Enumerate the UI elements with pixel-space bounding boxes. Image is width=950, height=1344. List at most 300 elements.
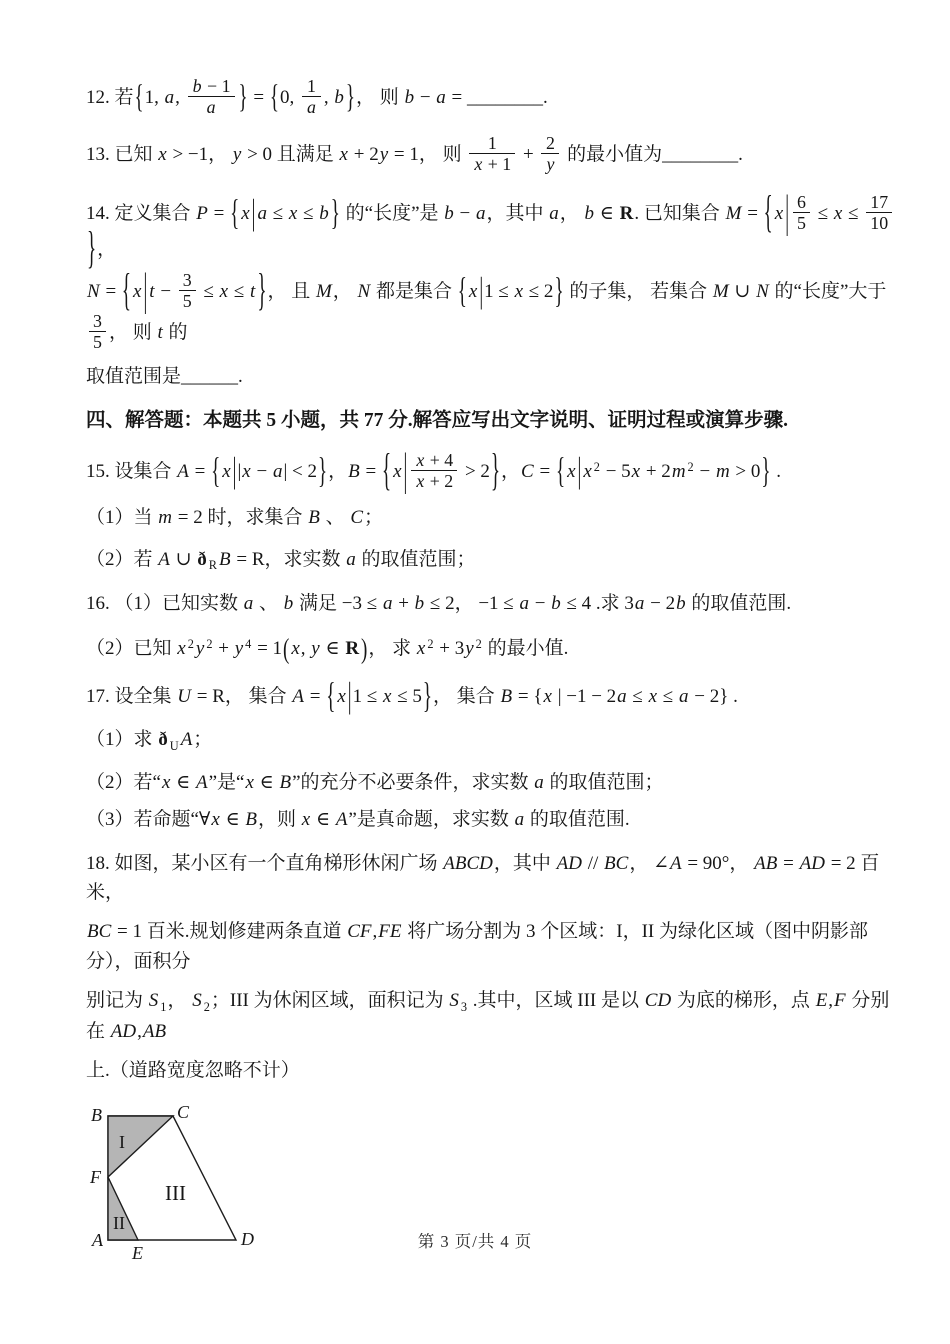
- fraction-denominator: [866, 213, 892, 233]
- math-superscript: [593, 460, 601, 474]
- text-run: = ________.: [446, 86, 548, 108]
- math-variable: y: [465, 638, 474, 660]
- math-variable: M: [712, 281, 729, 303]
- label-point-b: B: [91, 1104, 102, 1125]
- question-15-part-2: [86, 545, 898, 575]
- text-run: 四、解答题：本题共 5 小题，共 77 分.解答应写出文字说明、证明过程或演算步骤.: [86, 409, 789, 431]
- text-run: ≤: [627, 685, 648, 707]
- math-variable: A: [158, 548, 170, 570]
- text-run: 2: [187, 637, 194, 652]
- text-run: + 2: [641, 460, 671, 482]
- text-run: ∈: [320, 638, 345, 660]
- text-run: ，: [328, 460, 348, 482]
- math-variable: x: [583, 460, 592, 482]
- text-run: ,: [300, 638, 311, 660]
- text-run: ”是真命题，求实数: [348, 809, 514, 831]
- text-run: + 4: [425, 450, 454, 471]
- math-delimiter: (: [283, 633, 290, 665]
- math-variable: a: [534, 771, 544, 793]
- text-run: =: [248, 86, 269, 108]
- math-delimiter: }: [238, 79, 248, 116]
- question-13: [86, 135, 898, 176]
- text-run: ，: [332, 281, 357, 303]
- math-variable: B: [500, 685, 513, 707]
- math-variable: x: [567, 460, 576, 482]
- text-run: =: [189, 460, 211, 482]
- fraction-numerator: [89, 311, 106, 332]
- text-run: 的取值范围；: [356, 548, 476, 570]
- text-run: 1 ≤: [484, 281, 514, 303]
- math-variable: N: [357, 281, 371, 303]
- math-variable: a: [617, 685, 627, 707]
- math-delimiter: |: [347, 676, 352, 717]
- text-run: 2: [687, 459, 694, 474]
- math-fraction: [302, 76, 321, 117]
- text-run: =: [208, 202, 230, 224]
- math-fraction: [411, 450, 457, 491]
- math-delimiter: {: [457, 271, 467, 312]
- question-15-part-1: [86, 503, 898, 532]
- text-run: ,: [372, 921, 378, 943]
- text-run: 5: [93, 332, 102, 353]
- fraction-denominator: [179, 291, 196, 311]
- math-variable: x: [416, 450, 425, 471]
- text-run: 16. （1）已知实数: [86, 592, 243, 614]
- text-run: ，: [167, 990, 192, 1012]
- math-variable: M: [315, 281, 332, 303]
- question-17-part-2: [86, 768, 898, 797]
- text-run: 的子集， 若集合: [564, 281, 712, 303]
- text-run: ≤: [658, 685, 678, 707]
- math-delimiter: ): [361, 633, 368, 665]
- text-run: 上.（道路宽度忽略不计）: [86, 1060, 300, 1082]
- text-run: 17. 设全集: [86, 685, 177, 707]
- math-variable: x: [242, 460, 251, 482]
- text-run: − 2: [645, 592, 676, 614]
- text-run: = 1， 则: [389, 143, 467, 165]
- math-delimiter: {: [211, 451, 221, 492]
- math-variable: a: [514, 809, 525, 831]
- text-run: |: [237, 460, 242, 482]
- math-variable: b: [676, 592, 686, 614]
- text-run: ,: [175, 86, 185, 108]
- math-variable: B: [348, 460, 360, 482]
- text-run: .其中，区域 III 是以: [468, 990, 644, 1012]
- text-run: （2）若: [86, 548, 158, 570]
- text-run: ≤: [229, 281, 250, 303]
- math-variable: b: [444, 202, 454, 224]
- math-variable: y: [195, 638, 205, 660]
- math-variable: x: [177, 638, 186, 660]
- math-variable: b: [404, 86, 415, 108]
- text-run: 13. 已知: [86, 143, 158, 165]
- math-variable: x: [543, 685, 552, 707]
- text-run: = 1: [252, 638, 283, 660]
- math-variable: A: [292, 685, 304, 707]
- text-run: =: [100, 281, 121, 303]
- text-run: ， 集合: [433, 685, 500, 707]
- text-run: 的取值范围.: [525, 809, 630, 831]
- math-variable: x: [416, 471, 425, 492]
- text-run: 1,: [144, 86, 164, 108]
- fraction-denominator: [541, 154, 559, 174]
- math-variable: S: [449, 990, 459, 1012]
- math-variable: y: [234, 638, 244, 660]
- text-run: 1: [487, 133, 497, 153]
- text-run: 的取值范围.: [686, 592, 792, 614]
- math-variable: x: [393, 460, 402, 482]
- text-run: 17: [870, 192, 889, 212]
- math-variable: y: [546, 154, 555, 174]
- text-run: =: [534, 460, 555, 482]
- math-variable: b: [334, 86, 344, 108]
- text-run: + 2: [348, 143, 379, 165]
- text-run: ”是“: [208, 771, 245, 793]
- label-point-e: E: [132, 1242, 143, 1263]
- math-variable: a: [549, 202, 559, 224]
- text-run: − 2} .: [689, 685, 738, 707]
- label-region-iii: III: [165, 1180, 186, 1205]
- math-variable: S: [192, 990, 202, 1012]
- fraction-denominator: [411, 471, 457, 491]
- math-variable: x: [161, 771, 171, 793]
- text-run: 14. 定义集合: [86, 202, 196, 224]
- math-delimiter: |: [143, 266, 148, 318]
- math-delimiter: {: [381, 446, 392, 497]
- math-delimiter: }: [87, 224, 97, 275]
- text-run: 5: [797, 213, 806, 233]
- text-run: 2: [203, 999, 210, 1014]
- math-variable: B: [279, 771, 292, 793]
- math-bold-symbol: R: [345, 638, 360, 660]
- math-variable: M: [725, 202, 742, 224]
- math-variable: t: [250, 281, 256, 303]
- math-bold-symbol: R: [619, 202, 634, 224]
- text-run: = R， 集合: [192, 685, 292, 707]
- math-variable: b: [192, 76, 202, 96]
- math-variable: A: [180, 729, 193, 751]
- math-variable: t: [149, 281, 155, 303]
- text-run: ， 则: [356, 86, 404, 108]
- math-variable: x: [222, 460, 231, 482]
- text-run: 1 ≤: [352, 685, 383, 707]
- question-17-part-3: [86, 805, 898, 834]
- math-delimiter: }: [330, 193, 340, 234]
- math-variable: a: [436, 86, 446, 108]
- label-point-f: F: [90, 1166, 101, 1187]
- math-fraction: [793, 192, 810, 233]
- text-run: −: [155, 281, 176, 303]
- math-variable: a: [346, 548, 356, 570]
- text-run: ；: [193, 729, 213, 751]
- text-run: 10: [870, 213, 889, 233]
- label-point-c: C: [177, 1101, 190, 1122]
- math-variable: x: [288, 202, 298, 224]
- text-run: = 2 百米，: [86, 852, 880, 904]
- math-delimiter: {: [326, 676, 336, 717]
- question-17-line-1: [86, 676, 898, 717]
- label-region-i: I: [119, 1131, 125, 1152]
- math-variable: y: [311, 638, 320, 660]
- math-variable: x: [211, 809, 220, 831]
- math-delimiter: {: [763, 188, 773, 239]
- text-run: =: [305, 685, 326, 707]
- text-run: （2）已知: [86, 638, 177, 660]
- math-fraction: [541, 133, 559, 174]
- text-run: −: [415, 86, 436, 108]
- question-16-part-2: [86, 634, 898, 663]
- math-variable: x: [339, 143, 348, 165]
- math-variable: b: [283, 592, 294, 614]
- text-run: > 0: [730, 460, 761, 482]
- text-run: ，: [501, 460, 521, 482]
- math-variable: x: [648, 685, 658, 707]
- text-run: 为底的梯形，点: [672, 990, 815, 1012]
- math-variable: a: [519, 592, 529, 614]
- math-delimiter: |: [577, 451, 582, 492]
- text-run: =: [742, 202, 763, 224]
- question-14-line-1: [86, 188, 898, 275]
- math-variable: x: [301, 809, 311, 831]
- text-run: −: [529, 592, 551, 614]
- math-variable: a: [678, 685, 689, 707]
- math-delimiter: |: [479, 271, 484, 312]
- text-run: ∈: [595, 202, 619, 224]
- fraction-denominator: [302, 97, 321, 117]
- question-14-line-2: [86, 266, 898, 354]
- text-run: （1）当: [86, 507, 158, 529]
- fraction-denominator: [793, 213, 810, 233]
- text-run: 的: [163, 322, 188, 344]
- question-14-line-3: [86, 362, 898, 391]
- math-variable: E: [815, 990, 828, 1012]
- text-run: ∈: [254, 771, 279, 793]
- fraction-denominator: [188, 97, 235, 117]
- text-run: =: [778, 852, 799, 874]
- math-variable: P: [196, 202, 208, 224]
- text-run: . 已知集合: [634, 202, 725, 224]
- math-variable: b: [319, 202, 329, 224]
- math-variable: A: [195, 771, 208, 793]
- math-variable: C: [350, 507, 364, 529]
- math-variable: x: [774, 202, 784, 224]
- text-run: 18. 如图，某小区有一个直角梯形休闲广场: [86, 852, 443, 874]
- text-run: ；: [364, 507, 384, 529]
- text-run: 12. 若: [86, 86, 134, 108]
- text-run: > 2: [460, 460, 490, 482]
- text-run: = {: [513, 685, 543, 707]
- math-variable: b: [414, 592, 425, 614]
- text-run: −: [251, 460, 272, 482]
- math-variable: x: [474, 154, 483, 174]
- text-run: + 2: [425, 471, 454, 492]
- math-variable: BC: [87, 921, 112, 943]
- question-15-line-1: [86, 446, 898, 497]
- math-variable: a: [476, 202, 486, 224]
- figure-wrap: [88, 1102, 898, 1280]
- text-run: + 3: [434, 638, 465, 660]
- math-delimiter: }: [490, 446, 501, 497]
- math-variable: x: [416, 638, 426, 660]
- text-run: 2: [427, 637, 434, 652]
- math-superscript: [475, 637, 483, 651]
- page-footer: 第 3 页/共 4 页: [417, 1232, 533, 1251]
- text-run: 分别在: [86, 990, 890, 1042]
- text-run: ≤: [812, 202, 833, 224]
- text-run: −: [454, 202, 475, 224]
- math-variable: a: [164, 86, 175, 108]
- math-subscript: [203, 1000, 211, 1014]
- math-variable: m: [715, 460, 730, 482]
- math-bold-symbol: ð: [197, 548, 207, 570]
- text-run: R: [208, 557, 218, 572]
- text-run: 都是集合: [371, 281, 457, 303]
- text-run: 15. 设集合: [86, 460, 177, 482]
- question-18-line-4: [86, 1056, 898, 1085]
- question-18-line-1: [86, 849, 898, 908]
- fraction-numerator: [793, 192, 810, 213]
- section-heading: [86, 406, 898, 436]
- math-variable: U: [177, 685, 191, 707]
- text-run: = R，求实数: [231, 548, 346, 570]
- text-run: 2: [593, 459, 600, 474]
- math-fraction: [469, 133, 515, 174]
- text-run: 1: [160, 999, 167, 1014]
- math-superscript: [187, 637, 195, 651]
- text-run: 2: [545, 133, 555, 153]
- text-run: （1）求: [86, 729, 158, 751]
- text-run: ， 求: [368, 638, 416, 660]
- math-delimiter: |: [403, 446, 408, 497]
- math-variable: a: [634, 592, 645, 614]
- math-variable: x: [133, 281, 142, 303]
- math-delimiter: }: [317, 451, 328, 492]
- math-variable: B: [245, 809, 258, 831]
- text-run: 别记为: [86, 990, 148, 1012]
- question-12: [86, 78, 898, 119]
- fraction-numerator: [411, 450, 457, 471]
- text-run: （3）若命题“∀: [86, 809, 211, 831]
- math-variable: AB: [754, 852, 778, 874]
- text-run: ≤ 4 .求 3: [561, 592, 634, 614]
- text-run: 的取值范围；: [544, 771, 664, 793]
- text-run: .: [771, 460, 782, 482]
- text-run: 将广场分割为 3 个区域：I，II 为绿化区域（图中阴影部分），面积分: [86, 921, 868, 972]
- math-delimiter: |: [232, 451, 237, 492]
- math-variable: x: [514, 281, 523, 303]
- text-run: | < 2: [283, 460, 317, 482]
- math-variable: a: [306, 97, 316, 117]
- text-run: ≤: [267, 202, 288, 224]
- text-run: （2）若“: [86, 771, 161, 793]
- math-delimiter: {: [230, 193, 240, 234]
- question-16-part-1: [86, 589, 898, 618]
- text-run: ,: [137, 1020, 142, 1042]
- fraction-numerator: [541, 133, 559, 154]
- math-delimiter: }: [761, 451, 771, 492]
- math-variable: C: [521, 460, 534, 482]
- text-run: +: [213, 638, 234, 660]
- fraction-numerator: [188, 76, 235, 97]
- text-run: 的最小值.: [482, 638, 569, 660]
- fraction-denominator: [469, 154, 515, 174]
- math-variable: N: [756, 281, 769, 303]
- text-run: 3: [93, 311, 102, 332]
- text-run: ≤ 5: [392, 685, 422, 707]
- math-delimiter: |: [251, 193, 256, 234]
- text-run: 、: [254, 592, 283, 614]
- text-run: = 1 百米.规划修建两条直道: [112, 921, 347, 943]
- text-run: 的“长度”是: [340, 202, 444, 224]
- text-run: ，: [97, 239, 117, 260]
- text-run: U: [169, 738, 179, 753]
- text-run: ∈: [171, 771, 195, 793]
- text-run: ∪: [170, 548, 197, 570]
- math-variable: CD: [644, 990, 672, 1012]
- text-run: ，: [559, 202, 584, 224]
- text-run: 1: [306, 76, 316, 96]
- math-variable: a: [382, 592, 393, 614]
- math-fraction: [188, 76, 235, 117]
- math-delimiter: {: [555, 451, 566, 492]
- math-superscript: [687, 460, 695, 474]
- fraction-numerator: [302, 76, 321, 97]
- text-run: 2: [475, 637, 482, 652]
- text-run: − 5: [600, 460, 631, 482]
- text-run: ， 且: [267, 281, 315, 303]
- text-run: = 90°，: [682, 852, 754, 874]
- text-run: ,: [828, 990, 834, 1012]
- math-variable: F: [834, 990, 846, 1012]
- text-run: ，则: [258, 809, 301, 831]
- math-delimiter: {: [134, 79, 144, 116]
- text-run: +: [393, 592, 414, 614]
- math-variable: a: [243, 592, 254, 614]
- text-run: > −1，: [167, 143, 232, 165]
- math-variable: x: [291, 638, 300, 660]
- text-run: = 2 时，求集合: [173, 507, 308, 529]
- math-variable: x: [219, 281, 229, 303]
- math-delimiter: |: [785, 188, 790, 239]
- text-run: ∪: [729, 281, 756, 303]
- text-run: 3: [182, 270, 192, 291]
- text-run: ；III 为休闲区域，面积记为: [210, 990, 449, 1012]
- math-variable: y: [232, 143, 242, 165]
- math-subscript: [169, 739, 180, 753]
- math-variable: N: [87, 281, 100, 303]
- text-run: 5: [182, 291, 192, 312]
- math-variable: m: [158, 507, 172, 529]
- math-variable: S: [148, 990, 159, 1012]
- question-18-line-3: [86, 986, 898, 1046]
- math-variable: x: [383, 685, 392, 707]
- text-run: +: [518, 143, 539, 165]
- text-run: =: [360, 460, 381, 482]
- math-variable: FE: [378, 921, 402, 943]
- math-variable: B: [219, 548, 231, 570]
- math-variable: AD: [556, 852, 582, 874]
- math-variable: AD: [110, 1020, 137, 1042]
- text-run: 、: [320, 507, 350, 529]
- math-variable: AD: [799, 852, 825, 874]
- text-run: ,: [323, 86, 334, 108]
- math-variable: x: [468, 281, 478, 303]
- text-run: > 0 且满足: [242, 143, 339, 165]
- math-variable: A: [669, 852, 682, 874]
- math-variable: x: [245, 771, 254, 793]
- math-delimiter: {: [269, 79, 279, 116]
- math-variable: A: [177, 460, 189, 482]
